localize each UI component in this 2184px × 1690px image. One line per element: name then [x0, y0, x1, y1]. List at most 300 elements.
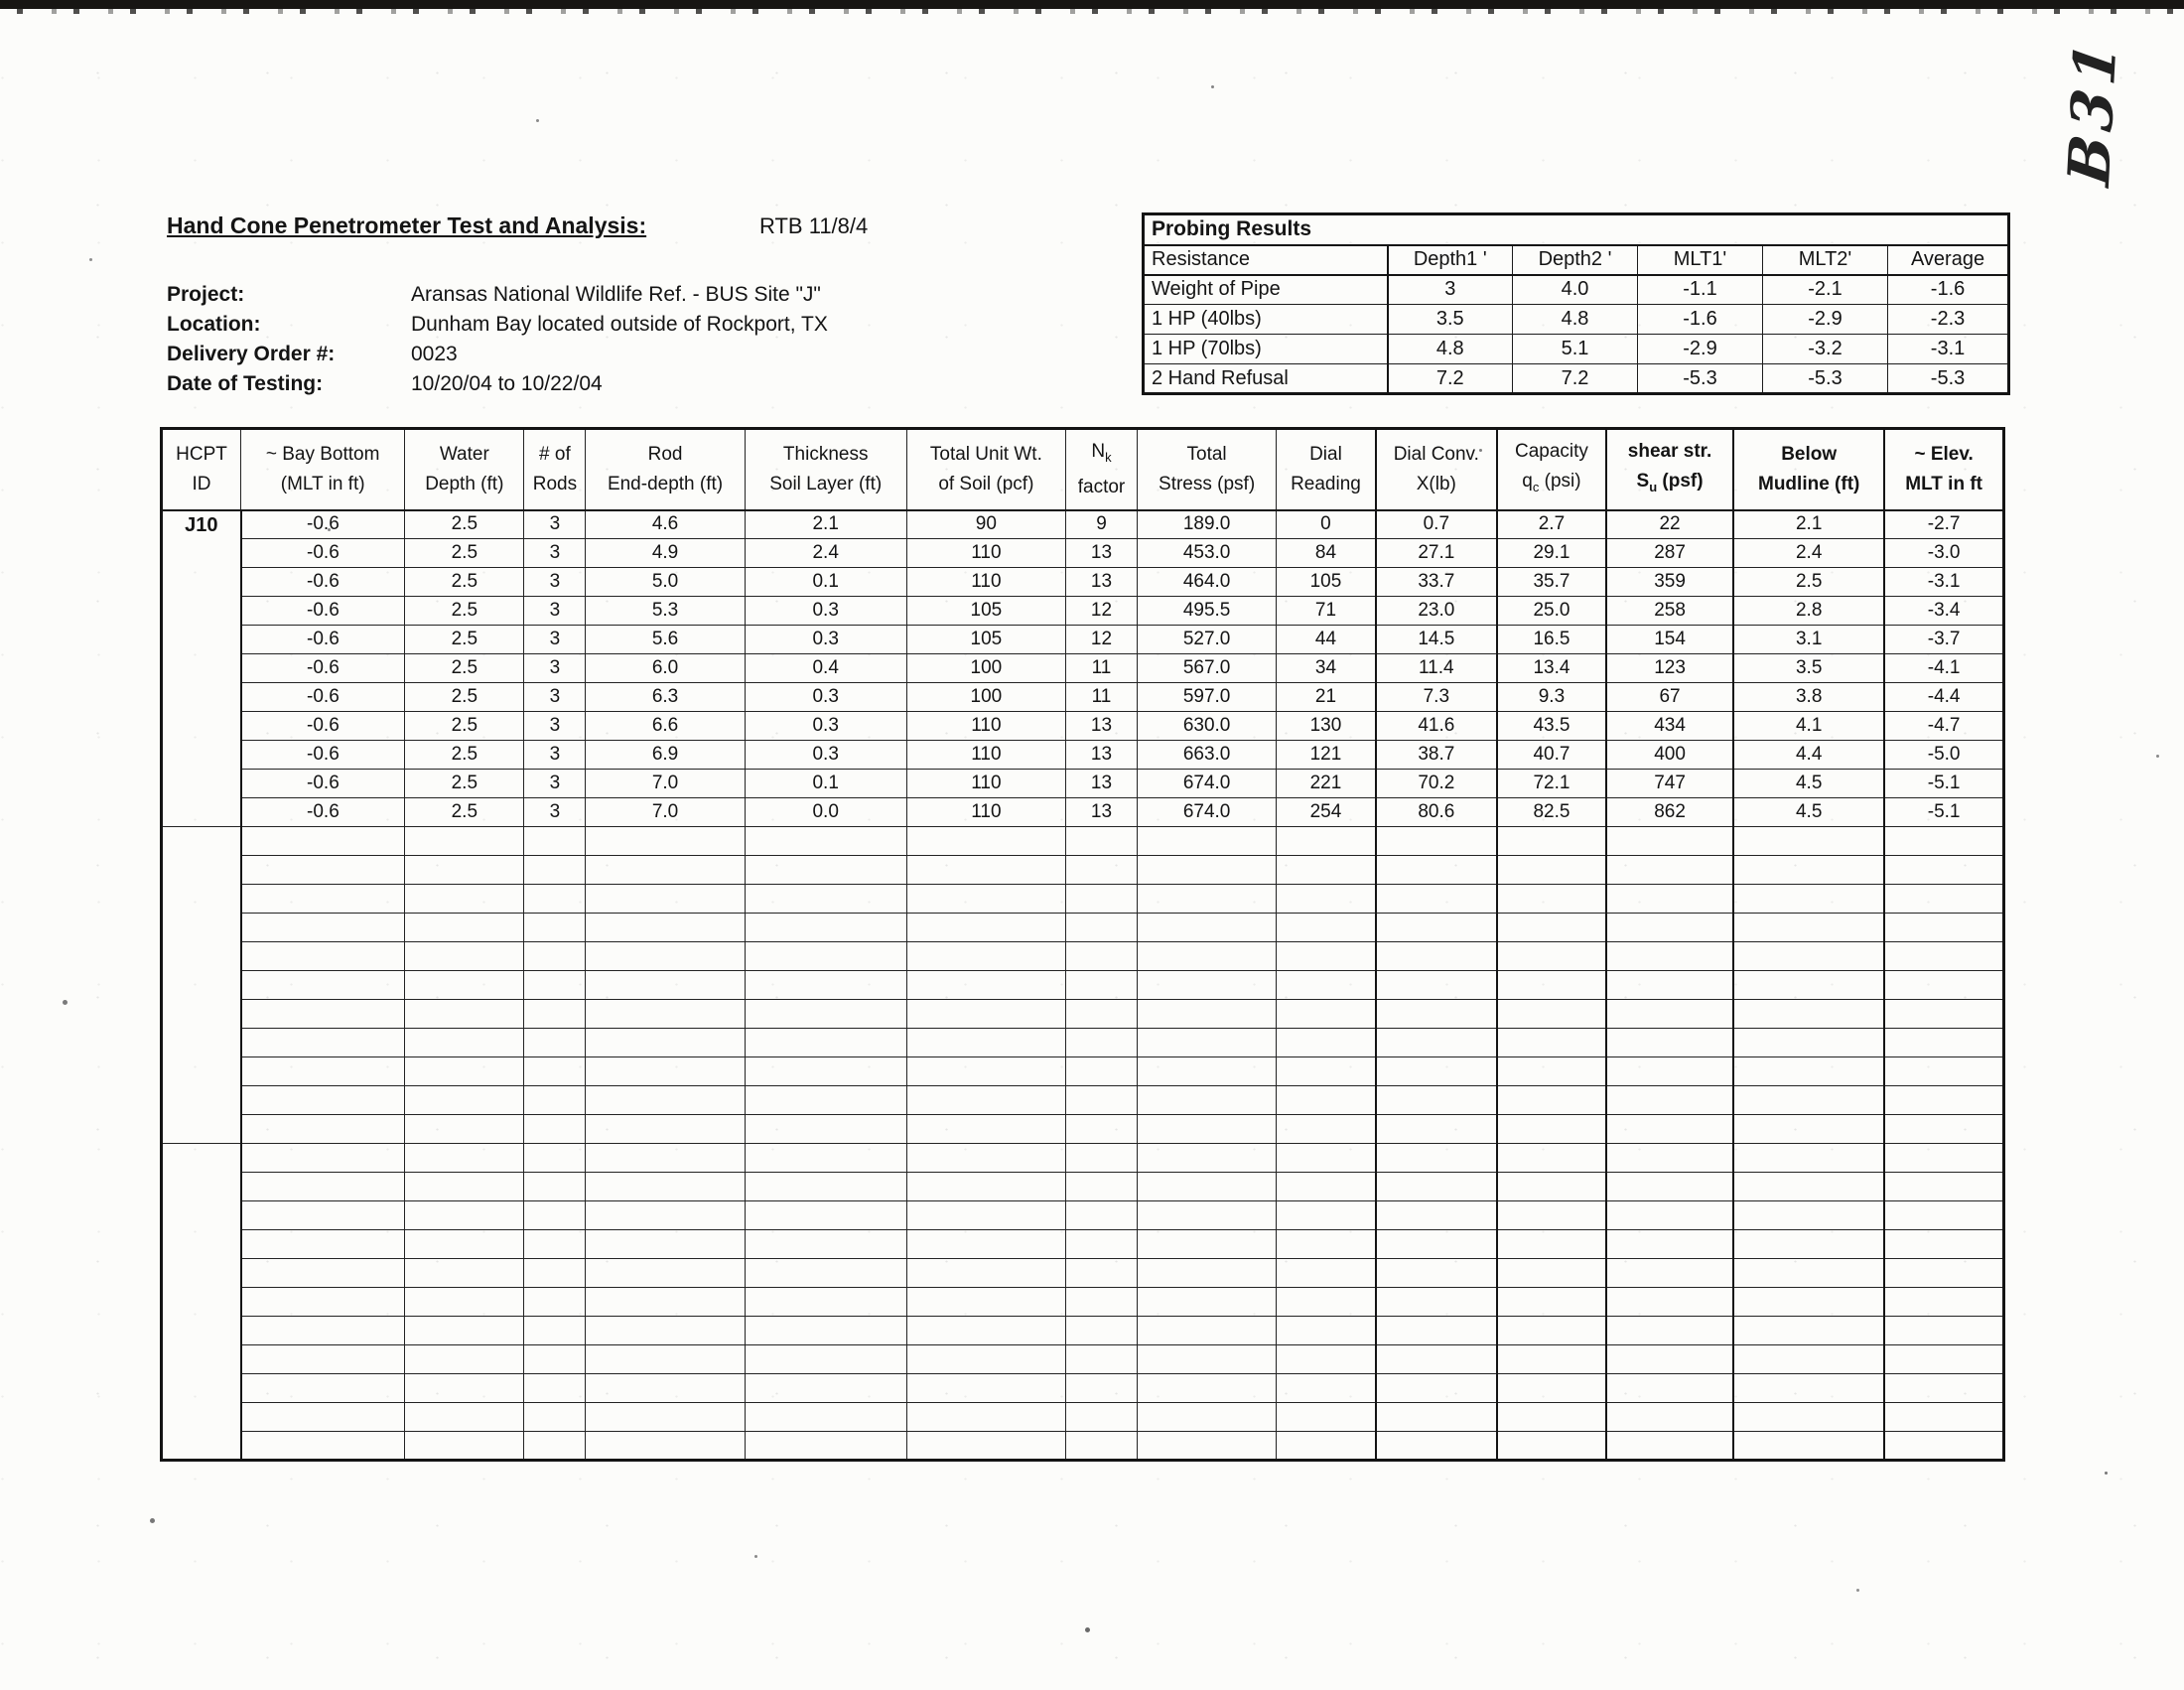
- project-info-block: [167, 280, 828, 399]
- data-cell: 3: [524, 712, 586, 741]
- empty-cell: [1606, 1374, 1733, 1403]
- data-cell: -0.6: [241, 626, 405, 654]
- empty-cell: [1884, 1230, 2003, 1259]
- data-cell: 13: [1065, 568, 1137, 597]
- data-cell: 35.7: [1497, 568, 1606, 597]
- data-cell: 3: [524, 770, 586, 798]
- probing-value: -1.1: [1638, 275, 1763, 305]
- empty-cell: [405, 827, 524, 856]
- empty-cell: [241, 1259, 405, 1288]
- empty-cell: [1733, 1230, 1884, 1259]
- empty-cell: [1065, 1345, 1137, 1374]
- info-row: [167, 340, 828, 369]
- data-cell: 2.7: [1497, 510, 1606, 539]
- data-cell: 2.5: [1733, 568, 1884, 597]
- data-cell: 2.8: [1733, 597, 1884, 626]
- empty-cell: [524, 1317, 586, 1345]
- empty-cell: [1733, 885, 1884, 914]
- empty-cell: [1138, 1317, 1277, 1345]
- probing-value: -3.1: [1888, 335, 2009, 364]
- data-cell: -0.6: [241, 597, 405, 626]
- data-cell: 110: [906, 539, 1065, 568]
- probing-value: -3.2: [1763, 335, 1888, 364]
- empty-cell: [241, 914, 405, 942]
- empty-cell: [1376, 1230, 1497, 1259]
- empty-cell: [405, 942, 524, 971]
- data-cell: 221: [1277, 770, 1376, 798]
- empty-cell: [1733, 1317, 1884, 1345]
- empty-cell: [405, 971, 524, 1000]
- data-cell: 25.0: [1497, 597, 1606, 626]
- hcpt-id-cell: [162, 1144, 241, 1461]
- data-cell: 14.5: [1376, 626, 1497, 654]
- data-cell: 23.0: [1376, 597, 1497, 626]
- data-cell: 0.1: [745, 770, 906, 798]
- empty-cell: [405, 1000, 524, 1029]
- data-cell: 630.0: [1138, 712, 1277, 741]
- data-cell: -0.6: [241, 568, 405, 597]
- empty-cell: [1138, 1000, 1277, 1029]
- empty-cell: [906, 1345, 1065, 1374]
- empty-cell: [405, 914, 524, 942]
- data-cell: 3: [524, 626, 586, 654]
- empty-cell: [1884, 1144, 2003, 1173]
- empty-cell: [1138, 827, 1277, 856]
- empty-cell: [1376, 856, 1497, 885]
- data-cell: -5.1: [1884, 798, 2003, 827]
- data-cell: 80.6: [1376, 798, 1497, 827]
- empty-cell: [1497, 1115, 1606, 1144]
- data-cell: 0: [1277, 510, 1376, 539]
- data-cell: 110: [906, 712, 1065, 741]
- empty-cell: [745, 1086, 906, 1115]
- empty-cell: [1065, 1144, 1137, 1173]
- empty-cell: [1376, 1144, 1497, 1173]
- empty-cell: [1497, 1086, 1606, 1115]
- empty-cell: [524, 1115, 586, 1144]
- empty-cell: [906, 914, 1065, 942]
- empty-cell: [1138, 1288, 1277, 1317]
- empty-cell: [1065, 1173, 1137, 1201]
- scan-speckle-noise: [0, 0, 3, 3]
- probing-value: 4.8: [1388, 335, 1513, 364]
- probing-column-header: MLT1': [1638, 245, 1763, 275]
- empty-cell: [586, 1374, 745, 1403]
- data-cell: 0.3: [745, 712, 906, 741]
- data-cell: 110: [906, 770, 1065, 798]
- data-cell: 2.4: [745, 539, 906, 568]
- empty-cell: [524, 1057, 586, 1086]
- data-cell: 11: [1065, 683, 1137, 712]
- empty-cell: [1606, 914, 1733, 942]
- empty-cell: [241, 1230, 405, 1259]
- empty-cell: [1277, 1374, 1376, 1403]
- info-row: [167, 310, 828, 340]
- empty-cell: [1884, 1259, 2003, 1288]
- empty-cell: [1733, 1086, 1884, 1115]
- data-cell: 6.6: [586, 712, 745, 741]
- empty-cell: [906, 1000, 1065, 1029]
- data-cell: -0.6: [241, 770, 405, 798]
- data-cell: 13.4: [1497, 654, 1606, 683]
- empty-cell: [1884, 1057, 2003, 1086]
- document-header: [167, 212, 869, 239]
- empty-cell: [1065, 1057, 1137, 1086]
- empty-cell: [1138, 1432, 1277, 1461]
- probing-value: 5.1: [1513, 335, 1638, 364]
- empty-cell: [1606, 1029, 1733, 1057]
- data-cell: 38.7: [1376, 741, 1497, 770]
- empty-cell: [1138, 1374, 1277, 1403]
- info-label: Delivery Order #:: [167, 343, 336, 365]
- data-cell: 13: [1065, 539, 1137, 568]
- empty-cell: [586, 1029, 745, 1057]
- probing-column-header: Depth1 ': [1388, 245, 1513, 275]
- empty-cell: [1376, 1288, 1497, 1317]
- empty-cell: [1497, 1345, 1606, 1374]
- data-cell: 2.5: [405, 741, 524, 770]
- data-cell: -3.1: [1884, 568, 2003, 597]
- data-cell: 110: [906, 798, 1065, 827]
- empty-cell: [745, 1230, 906, 1259]
- empty-cell: [1497, 1201, 1606, 1230]
- empty-cell: [1606, 1000, 1733, 1029]
- empty-cell: [745, 1317, 906, 1345]
- data-cell: 12: [1065, 597, 1137, 626]
- empty-cell: [1277, 1201, 1376, 1230]
- empty-cell: [1497, 1288, 1606, 1317]
- empty-cell: [241, 856, 405, 885]
- empty-cell: [1277, 1086, 1376, 1115]
- data-cell: 11.4: [1376, 654, 1497, 683]
- empty-cell: [1884, 1086, 2003, 1115]
- empty-cell: [1138, 1173, 1277, 1201]
- info-value: Dunham Bay located outside of Rockport, TX: [411, 313, 828, 336]
- empty-cell: [241, 1432, 405, 1461]
- empty-cell: [405, 1115, 524, 1144]
- data-cell: 22: [1606, 510, 1733, 539]
- data-cell: -4.4: [1884, 683, 2003, 712]
- data-cell: 258: [1606, 597, 1733, 626]
- info-label: Date of Testing:: [167, 372, 324, 395]
- data-cell: 2.5: [405, 798, 524, 827]
- empty-cell: [906, 1057, 1065, 1086]
- probing-results-title: Probing Results: [1144, 214, 2009, 245]
- empty-cell: [1497, 1259, 1606, 1288]
- empty-cell: [906, 1230, 1065, 1259]
- data-cell: 2.1: [745, 510, 906, 539]
- empty-cell: [1497, 942, 1606, 971]
- empty-cell: [241, 885, 405, 914]
- probing-value: 7.2: [1388, 364, 1513, 394]
- empty-cell: [1884, 971, 2003, 1000]
- empty-cell: [1497, 1403, 1606, 1432]
- data-cell: 5.6: [586, 626, 745, 654]
- empty-cell: [586, 1057, 745, 1086]
- empty-cell: [1733, 1374, 1884, 1403]
- document-ref: RTB 11/8/4: [759, 213, 869, 238]
- empty-cell: [1065, 1432, 1137, 1461]
- empty-cell: [1277, 1345, 1376, 1374]
- empty-cell: [1277, 1144, 1376, 1173]
- empty-cell: [586, 942, 745, 971]
- data-cell: 287: [1606, 539, 1733, 568]
- empty-cell: [1065, 1374, 1137, 1403]
- data-cell: 2.5: [405, 626, 524, 654]
- empty-cell: [1606, 942, 1733, 971]
- empty-cell: [1606, 1403, 1733, 1432]
- empty-cell: [524, 1230, 586, 1259]
- empty-cell: [241, 1057, 405, 1086]
- empty-cell: [1138, 914, 1277, 942]
- empty-cell: [1065, 1029, 1137, 1057]
- empty-cell: [1277, 1288, 1376, 1317]
- empty-cell: [1376, 1029, 1497, 1057]
- empty-cell: [1138, 1259, 1277, 1288]
- empty-cell: [524, 1374, 586, 1403]
- empty-cell: [524, 1029, 586, 1057]
- empty-cell: [1606, 827, 1733, 856]
- empty-cell: [1065, 1230, 1137, 1259]
- empty-cell: [1497, 885, 1606, 914]
- empty-cell: [524, 1086, 586, 1115]
- data-cell: 2.5: [405, 510, 524, 539]
- data-cell: 12: [1065, 626, 1137, 654]
- empty-cell: [405, 1144, 524, 1173]
- empty-cell: [1376, 1403, 1497, 1432]
- data-cell: 9.3: [1497, 683, 1606, 712]
- empty-cell: [241, 1288, 405, 1317]
- empty-cell: [1733, 1173, 1884, 1201]
- data-cell: 464.0: [1138, 568, 1277, 597]
- data-cell: 67: [1606, 683, 1733, 712]
- empty-cell: [1733, 1057, 1884, 1086]
- empty-cell: [1606, 1230, 1733, 1259]
- data-cell: 110: [906, 741, 1065, 770]
- empty-cell: [1606, 1317, 1733, 1345]
- data-cell: -0.6: [241, 798, 405, 827]
- empty-cell: [906, 1374, 1065, 1403]
- probing-value: -5.3: [1763, 364, 1888, 394]
- empty-cell: [745, 1057, 906, 1086]
- info-row: [167, 280, 828, 310]
- empty-cell: [745, 1288, 906, 1317]
- info-value: Aransas National Wildlife Ref. - BUS Site "J": [411, 283, 821, 306]
- data-cell: -3.0: [1884, 539, 2003, 568]
- info-value: 0023: [411, 343, 458, 365]
- data-cell: 27.1: [1376, 539, 1497, 568]
- empty-cell: [524, 885, 586, 914]
- data-cell: 9: [1065, 510, 1137, 539]
- data-cell: -0.6: [241, 654, 405, 683]
- main-column-header: Dial Conv. X(lb): [1376, 429, 1497, 510]
- empty-cell: [241, 971, 405, 1000]
- data-cell: 2.5: [405, 712, 524, 741]
- empty-cell: [1376, 885, 1497, 914]
- data-cell: 6.9: [586, 741, 745, 770]
- empty-cell: [1606, 1345, 1733, 1374]
- empty-cell: [1884, 1403, 2003, 1432]
- empty-cell: [1884, 942, 2003, 971]
- empty-cell: [1733, 1000, 1884, 1029]
- probing-value: -2.9: [1638, 335, 1763, 364]
- empty-cell: [241, 1115, 405, 1144]
- empty-cell: [1376, 914, 1497, 942]
- empty-cell: [1138, 885, 1277, 914]
- empty-cell: [586, 1173, 745, 1201]
- data-cell: 105: [1277, 568, 1376, 597]
- empty-cell: [1497, 1029, 1606, 1057]
- main-column-header: Water Depth (ft): [405, 429, 524, 510]
- empty-cell: [1733, 971, 1884, 1000]
- empty-cell: [1138, 1403, 1277, 1432]
- empty-cell: [1733, 1432, 1884, 1461]
- empty-cell: [241, 1201, 405, 1230]
- empty-cell: [1277, 942, 1376, 971]
- data-cell: 7.0: [586, 798, 745, 827]
- data-cell: 71: [1277, 597, 1376, 626]
- empty-cell: [1277, 1259, 1376, 1288]
- empty-cell: [1497, 1173, 1606, 1201]
- data-cell: 100: [906, 683, 1065, 712]
- data-cell: 3: [524, 798, 586, 827]
- empty-cell: [1065, 1201, 1137, 1230]
- empty-cell: [1884, 1000, 2003, 1029]
- empty-cell: [405, 1173, 524, 1201]
- empty-cell: [1497, 1432, 1606, 1461]
- empty-cell: [1277, 1173, 1376, 1201]
- data-cell: 13: [1065, 770, 1137, 798]
- empty-cell: [241, 1029, 405, 1057]
- info-value: 10/20/04 to 10/22/04: [411, 372, 603, 395]
- empty-cell: [405, 1259, 524, 1288]
- empty-cell: [1884, 1317, 2003, 1345]
- empty-cell: [1733, 1403, 1884, 1432]
- hcpt-id-cell: [162, 827, 241, 1144]
- empty-cell: [1884, 827, 2003, 856]
- handwritten-page-number: B31: [2055, 32, 2130, 191]
- empty-cell: [1277, 1403, 1376, 1432]
- data-cell: -0.6: [241, 510, 405, 539]
- data-cell: 13: [1065, 712, 1137, 741]
- empty-cell: [1884, 856, 2003, 885]
- empty-cell: [1376, 1432, 1497, 1461]
- empty-cell: [1884, 1029, 2003, 1057]
- empty-cell: [906, 1432, 1065, 1461]
- empty-cell: [1277, 1057, 1376, 1086]
- empty-cell: [906, 1201, 1065, 1230]
- data-cell: 359: [1606, 568, 1733, 597]
- empty-cell: [745, 1173, 906, 1201]
- main-column-header: Dial Reading: [1277, 429, 1376, 510]
- empty-cell: [405, 885, 524, 914]
- data-cell: 254: [1277, 798, 1376, 827]
- data-cell: 7.0: [586, 770, 745, 798]
- empty-cell: [586, 1432, 745, 1461]
- data-cell: -5.1: [1884, 770, 2003, 798]
- empty-cell: [405, 1345, 524, 1374]
- data-cell: -4.1: [1884, 654, 2003, 683]
- empty-cell: [745, 1144, 906, 1173]
- empty-cell: [1884, 1115, 2003, 1144]
- empty-cell: [586, 1115, 745, 1144]
- probing-value: -1.6: [1638, 305, 1763, 335]
- empty-cell: [1138, 1029, 1277, 1057]
- data-cell: 3: [524, 510, 586, 539]
- data-cell: 4.4: [1733, 741, 1884, 770]
- empty-cell: [1277, 971, 1376, 1000]
- empty-cell: [1733, 1288, 1884, 1317]
- empty-cell: [1065, 971, 1137, 1000]
- empty-cell: [524, 1345, 586, 1374]
- empty-cell: [1497, 1230, 1606, 1259]
- data-cell: 4.1: [1733, 712, 1884, 741]
- data-cell: 434: [1606, 712, 1733, 741]
- data-cell: 5.0: [586, 568, 745, 597]
- data-cell: 16.5: [1497, 626, 1606, 654]
- probing-column-header: Average: [1888, 245, 2009, 275]
- data-cell: 4.9: [586, 539, 745, 568]
- empty-cell: [745, 827, 906, 856]
- probing-value: 3.5: [1388, 305, 1513, 335]
- data-cell: 0.3: [745, 683, 906, 712]
- empty-cell: [241, 827, 405, 856]
- empty-cell: [1065, 1288, 1137, 1317]
- data-cell: 3: [524, 741, 586, 770]
- main-column-header: shear str. $S_u$ (psf): [1606, 429, 1733, 510]
- empty-cell: [1065, 1086, 1137, 1115]
- empty-cell: [906, 942, 1065, 971]
- data-cell: 400: [1606, 741, 1733, 770]
- empty-cell: [1497, 1317, 1606, 1345]
- data-cell: 90: [906, 510, 1065, 539]
- empty-cell: [1733, 942, 1884, 971]
- empty-cell: [524, 1288, 586, 1317]
- empty-cell: [906, 1115, 1065, 1144]
- empty-cell: [1884, 885, 2003, 914]
- empty-cell: [1277, 1115, 1376, 1144]
- empty-cell: [1277, 827, 1376, 856]
- empty-cell: [745, 1259, 906, 1288]
- data-cell: 4.5: [1733, 770, 1884, 798]
- empty-cell: [1606, 1288, 1733, 1317]
- empty-cell: [1884, 1201, 2003, 1230]
- empty-cell: [1606, 1115, 1733, 1144]
- data-cell: 0.4: [745, 654, 906, 683]
- empty-cell: [241, 1374, 405, 1403]
- empty-cell: [1376, 1057, 1497, 1086]
- empty-cell: [1733, 1144, 1884, 1173]
- empty-cell: [1277, 856, 1376, 885]
- data-cell: 21: [1277, 683, 1376, 712]
- main-column-header: Thickness Soil Layer (ft): [745, 429, 906, 510]
- empty-cell: [1606, 1086, 1733, 1115]
- empty-cell: [1065, 856, 1137, 885]
- empty-cell: [1277, 1432, 1376, 1461]
- empty-cell: [1497, 1000, 1606, 1029]
- empty-cell: [745, 1115, 906, 1144]
- empty-cell: [1376, 1173, 1497, 1201]
- probing-value: -5.3: [1638, 364, 1763, 394]
- empty-cell: [906, 1086, 1065, 1115]
- empty-cell: [405, 1086, 524, 1115]
- data-cell: 0.3: [745, 626, 906, 654]
- empty-cell: [1277, 1029, 1376, 1057]
- empty-cell: [1065, 1403, 1137, 1432]
- data-cell: 663.0: [1138, 741, 1277, 770]
- empty-cell: [1277, 1000, 1376, 1029]
- empty-cell: [524, 856, 586, 885]
